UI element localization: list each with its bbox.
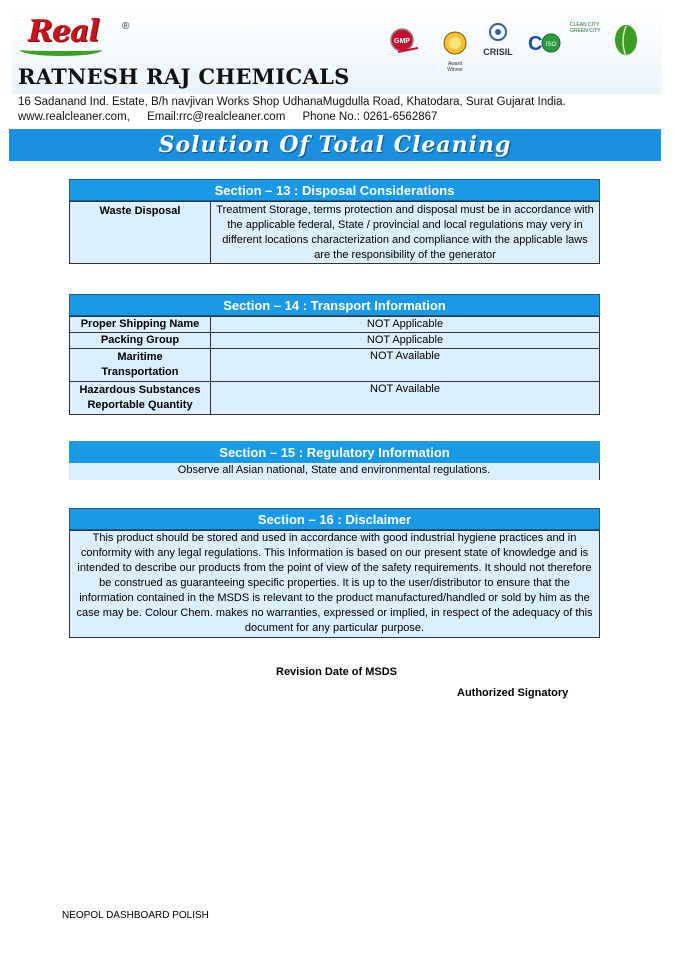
clean-city-label: CLEAN CITY GREEN CITY xyxy=(570,22,601,34)
table-row xyxy=(70,531,600,638)
packing-group-value: NOT Applicable xyxy=(211,333,600,349)
packing-group-label: Packing Group xyxy=(70,333,211,349)
authorized-signatory-label: Authorized Signatory xyxy=(457,687,569,699)
waste-disposal-label: Waste Disposal xyxy=(70,202,211,264)
award-winner-label: Award Winner xyxy=(447,61,463,73)
waste-disposal-value: Treatment Storage, terms protection and disposal must be in accordance with the applicable federal, State / provincial and local regulations may very in different locations characterization and compliance with the applicable laws are the responsibility of the generator xyxy=(211,202,600,264)
section-13-disposal xyxy=(69,179,600,264)
regulatory-table xyxy=(69,463,600,480)
gmp-badge-icon xyxy=(388,26,422,60)
gmp-badge-label: GMP xyxy=(394,38,410,45)
disposal-table xyxy=(69,201,600,264)
phone-number: Phone No.: 0261-6562867 xyxy=(302,111,438,123)
logo-swoosh-icon xyxy=(20,44,102,56)
company-name: RATNESH RAJ CHEMICALS xyxy=(18,64,350,89)
regulatory-text: Observe all Asian national, State and environmental regulations. xyxy=(69,463,600,480)
website-link[interactable]: www.realcleaner.com, xyxy=(18,111,130,123)
iso-certified-badge-icon xyxy=(520,28,562,64)
section-15-title: Section – 15 : Regulatory Information xyxy=(69,441,600,463)
table-row xyxy=(70,349,600,382)
hazardous-substances-label: Hazardous Substances Reportable Quantity xyxy=(70,382,211,415)
crisil-badge-icon xyxy=(478,22,518,68)
iso-label: ISO xyxy=(545,42,557,48)
hazardous-substances-value: NOT Available xyxy=(211,382,600,415)
company-contacts xyxy=(18,111,451,123)
slogan-bar xyxy=(9,129,661,161)
disclaimer-text: This product should be stored and used in accordance with good industrial hygiene practices and in conformity with any legal regulations. This Information is based on our present state of knowledge and is intended to describe our products from the point of view of the safety requirements. It should not therefore be construed as guaranteeing specific properties. It is up to the user/distributor to ensure that the information contained in the MSDS is relevant to the product manufactured/handled or sold by him as the case may be. Colour Chem. makes no warranties, expressed or implied, in respect of the adequacy of this document for any particular purpose. xyxy=(70,531,600,638)
transport-table xyxy=(69,316,600,415)
section-14-title: Section – 14 : Transport Information xyxy=(69,294,600,316)
disclaimer-table xyxy=(69,530,600,638)
maritime-transportation-value: NOT Available xyxy=(211,349,600,382)
table-row xyxy=(70,382,600,415)
award-winner-badge-icon xyxy=(440,30,470,73)
section-16-title: Section – 16 : Disclaimer xyxy=(69,508,600,530)
section-15-regulatory xyxy=(69,441,600,480)
registered-mark: ® xyxy=(122,21,130,32)
slogan-text: Solution Of Total Cleaning xyxy=(158,132,512,158)
table-row xyxy=(70,333,600,349)
crisil-label: CRISIL xyxy=(483,47,513,57)
clean-city-green-city-icon xyxy=(570,22,642,68)
company-logo xyxy=(18,12,130,54)
email-link[interactable]: Email:rrc@realcleaner.com xyxy=(147,111,286,123)
certification-badges xyxy=(388,22,648,73)
svg-text:C: C xyxy=(528,33,543,55)
table-row xyxy=(70,202,600,264)
table-row xyxy=(70,317,600,333)
section-14-transport xyxy=(69,294,600,415)
maritime-transportation-label: Maritime Transportation xyxy=(70,349,211,382)
product-name: NEOPOL DASHBOARD POLISH xyxy=(62,910,209,921)
proper-shipping-name-value: NOT Applicable xyxy=(211,317,600,333)
section-13-title: Section – 13 : Disposal Considerations xyxy=(69,179,600,201)
table-row xyxy=(69,463,600,480)
revision-date-label: Revision Date of MSDS xyxy=(276,666,398,678)
logo-text: Real xyxy=(28,14,99,49)
company-address: 16 Sadanand Ind. Estate, B/h navjivan Works Shop UdhanaMugdulla Road, Khatodara, Surat Gujarat India. xyxy=(18,96,566,108)
proper-shipping-name-label: Proper Shipping Name xyxy=(70,317,211,333)
section-16-disclaimer xyxy=(69,508,600,638)
